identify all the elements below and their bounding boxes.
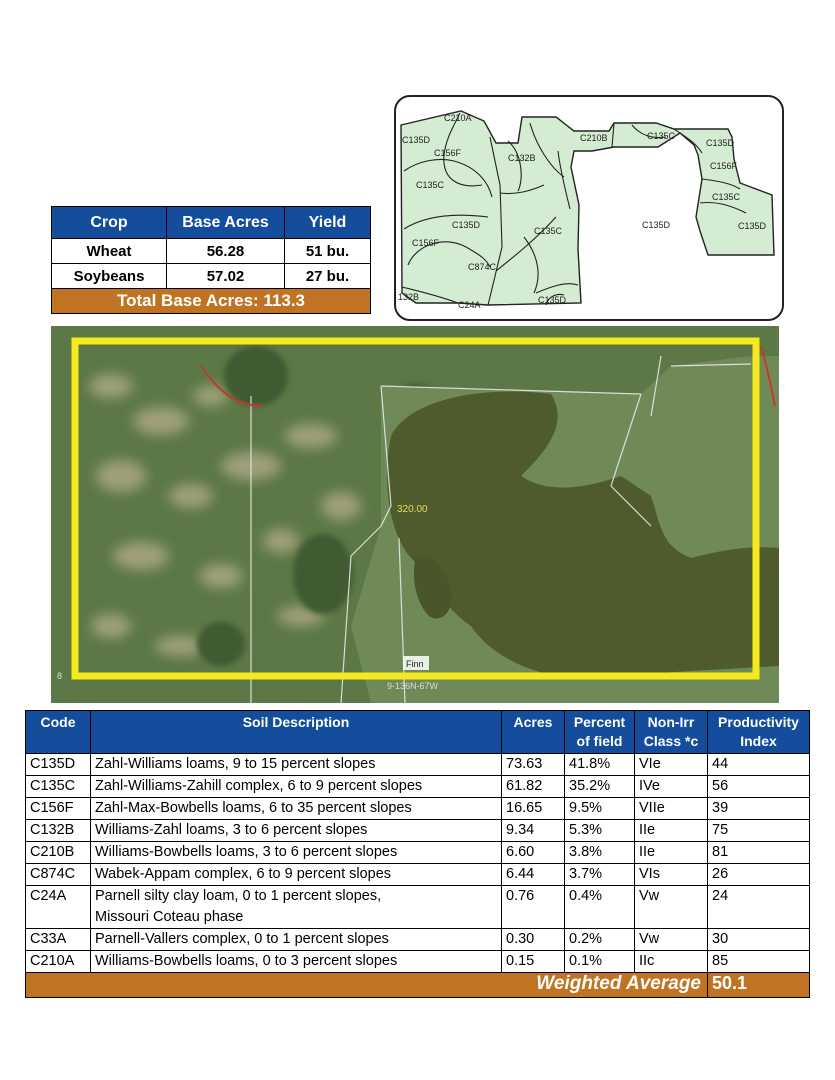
acres-header: Acres bbox=[502, 711, 565, 754]
soil-description: Parnell-Vallers complex, 0 to 1 percent slopes bbox=[91, 929, 502, 951]
soil-percent: 3.8% bbox=[565, 842, 635, 864]
soil-percent: 41.8% bbox=[565, 754, 635, 776]
weighted-average-value: 50.1 bbox=[708, 973, 810, 998]
soil-class: VIe bbox=[635, 754, 708, 776]
code-header: Code bbox=[26, 711, 91, 754]
soil-code: C33A bbox=[26, 929, 91, 951]
soil-percent: 35.2% bbox=[565, 776, 635, 798]
map-label: C135C bbox=[647, 131, 676, 141]
soil-percent: 0.2% bbox=[565, 929, 635, 951]
soil-code: C874C bbox=[26, 864, 91, 886]
soil-description: Wabek-Appam complex, 6 to 9 percent slopes bbox=[91, 864, 502, 886]
soil-class: Vw bbox=[635, 886, 708, 929]
soil-acres: 61.82 bbox=[502, 776, 565, 798]
soil-class: VIs bbox=[635, 864, 708, 886]
crop-header: Crop bbox=[52, 207, 167, 239]
weighted-average-label: Weighted Average bbox=[26, 973, 708, 998]
soil-description: Zahl-Max-Bowbells loams, 6 to 35 percent slopes bbox=[91, 798, 502, 820]
map-label: C132B bbox=[508, 153, 536, 163]
soil-row bbox=[26, 886, 810, 929]
soil-code: C135C bbox=[26, 776, 91, 798]
crop-name: Soybeans bbox=[52, 264, 167, 289]
soil-class: IIc bbox=[635, 951, 708, 973]
soil-class: VIIe bbox=[635, 798, 708, 820]
soil-code: C132B bbox=[26, 820, 91, 842]
map-label: C135D bbox=[738, 221, 767, 231]
crop-row-wheat bbox=[52, 239, 371, 264]
soil-row bbox=[26, 864, 810, 886]
soil-percent: 9.5% bbox=[565, 798, 635, 820]
description-header: Soil Description bbox=[91, 711, 502, 754]
soil-acres: 0.76 bbox=[502, 886, 565, 929]
soil-acres: 6.44 bbox=[502, 864, 565, 886]
aerial-photo bbox=[51, 326, 779, 703]
soil-acres: 9.34 bbox=[502, 820, 565, 842]
map-label: C135D bbox=[706, 138, 735, 148]
base-acres-header: Base Acres bbox=[167, 207, 285, 239]
soil-percent: 5.3% bbox=[565, 820, 635, 842]
crop-row-soybeans bbox=[52, 264, 371, 289]
soil-productivity-index: 56 bbox=[708, 776, 810, 798]
map-label: C24A bbox=[458, 300, 481, 310]
place-label: Finn bbox=[406, 659, 424, 669]
soil-productivity-index: 81 bbox=[708, 842, 810, 864]
class-header: Non-Irr Class *c bbox=[635, 711, 708, 754]
map-label: C156F bbox=[412, 238, 440, 248]
soil-code: C156F bbox=[26, 798, 91, 820]
map-label: C135D bbox=[538, 295, 567, 305]
soil-description: Zahl-Williams-Zahill complex, 6 to 9 percent slopes bbox=[91, 776, 502, 798]
soil-productivity-index: 85 bbox=[708, 951, 810, 973]
yield-value: 27 bu. bbox=[285, 264, 371, 289]
soil-row bbox=[26, 776, 810, 798]
map-label: C156F bbox=[710, 161, 738, 171]
crop-total-row bbox=[52, 289, 371, 314]
weighted-average-row bbox=[26, 973, 810, 998]
soil-percent: 0.1% bbox=[565, 951, 635, 973]
soil-class: IIe bbox=[635, 820, 708, 842]
soil-class: Vw bbox=[635, 929, 708, 951]
soil-description: Williams-Bowbells loams, 3 to 6 percent slopes bbox=[91, 842, 502, 864]
crop-name: Wheat bbox=[52, 239, 167, 264]
soil-table-body bbox=[26, 754, 810, 973]
soil-map bbox=[394, 95, 784, 321]
soil-percent: 0.4% bbox=[565, 886, 635, 929]
map-label: C135C bbox=[712, 192, 741, 202]
soil-row bbox=[26, 754, 810, 776]
productivity-header: Productivity Index bbox=[708, 711, 810, 754]
map-label: C210A bbox=[444, 113, 472, 123]
soil-class: IVe bbox=[635, 776, 708, 798]
aerial-photo-drawing bbox=[51, 326, 779, 703]
soil-code: C24A bbox=[26, 886, 91, 929]
soil-productivity-index: 44 bbox=[708, 754, 810, 776]
soil-acres: 0.15 bbox=[502, 951, 565, 973]
soil-productivity-index: 39 bbox=[708, 798, 810, 820]
soil-acres: 6.60 bbox=[502, 842, 565, 864]
soil-description: Zahl-Williams loams, 9 to 15 percent slopes bbox=[91, 754, 502, 776]
soil-description: Williams-Bowbells loams, 0 to 3 percent slopes bbox=[91, 951, 502, 973]
base-acres-value: 57.02 bbox=[167, 264, 285, 289]
township-label: 9-136N-67W bbox=[387, 681, 439, 691]
soil-code: C210A bbox=[26, 951, 91, 973]
soil-row bbox=[26, 820, 810, 842]
crop-table-header-row bbox=[52, 207, 371, 239]
soil-percent: 3.7% bbox=[565, 864, 635, 886]
soil-row bbox=[26, 798, 810, 820]
yield-value: 51 bu. bbox=[285, 239, 371, 264]
soil-class: IIe bbox=[635, 842, 708, 864]
map-label: C135D bbox=[452, 220, 481, 230]
soil-table-header-row bbox=[26, 711, 810, 754]
corner-label: 8 bbox=[57, 671, 63, 681]
soil-row bbox=[26, 951, 810, 973]
map-label: C156F bbox=[434, 148, 462, 158]
soil-acres: 16.65 bbox=[502, 798, 565, 820]
soil-row bbox=[26, 929, 810, 951]
soil-productivity-index: 26 bbox=[708, 864, 810, 886]
soil-code: C210B bbox=[26, 842, 91, 864]
soil-code: C135D bbox=[26, 754, 91, 776]
total-base-acres: Total Base Acres: 113.3 bbox=[52, 289, 371, 314]
percent-header: Percent of field bbox=[565, 711, 635, 754]
soil-row bbox=[26, 842, 810, 864]
map-label: C135D bbox=[402, 135, 431, 145]
acreage-label: 320.00 bbox=[397, 504, 428, 515]
soil-productivity-index: 75 bbox=[708, 820, 810, 842]
soil-description-table bbox=[25, 710, 810, 998]
map-label: C135D bbox=[642, 220, 671, 230]
soil-description: Parnell silty clay loam, 0 to 1 percent slopes, Missouri Coteau phase bbox=[91, 886, 502, 929]
soil-acres: 73.63 bbox=[502, 754, 565, 776]
yield-header: Yield bbox=[285, 207, 371, 239]
map-label: C874C bbox=[468, 262, 497, 272]
map-label: C135C bbox=[534, 226, 563, 236]
map-label: C135C bbox=[416, 180, 445, 190]
crop-base-acres-table bbox=[51, 206, 371, 314]
soil-description: Williams-Zahl loams, 3 to 6 percent slopes bbox=[91, 820, 502, 842]
soil-acres: 0.30 bbox=[502, 929, 565, 951]
base-acres-value: 56.28 bbox=[167, 239, 285, 264]
soil-map-drawing bbox=[396, 97, 782, 319]
soil-productivity-index: 24 bbox=[708, 886, 810, 929]
map-label: 132B bbox=[398, 292, 420, 302]
soil-productivity-index: 30 bbox=[708, 929, 810, 951]
map-label: C210B bbox=[580, 133, 608, 143]
